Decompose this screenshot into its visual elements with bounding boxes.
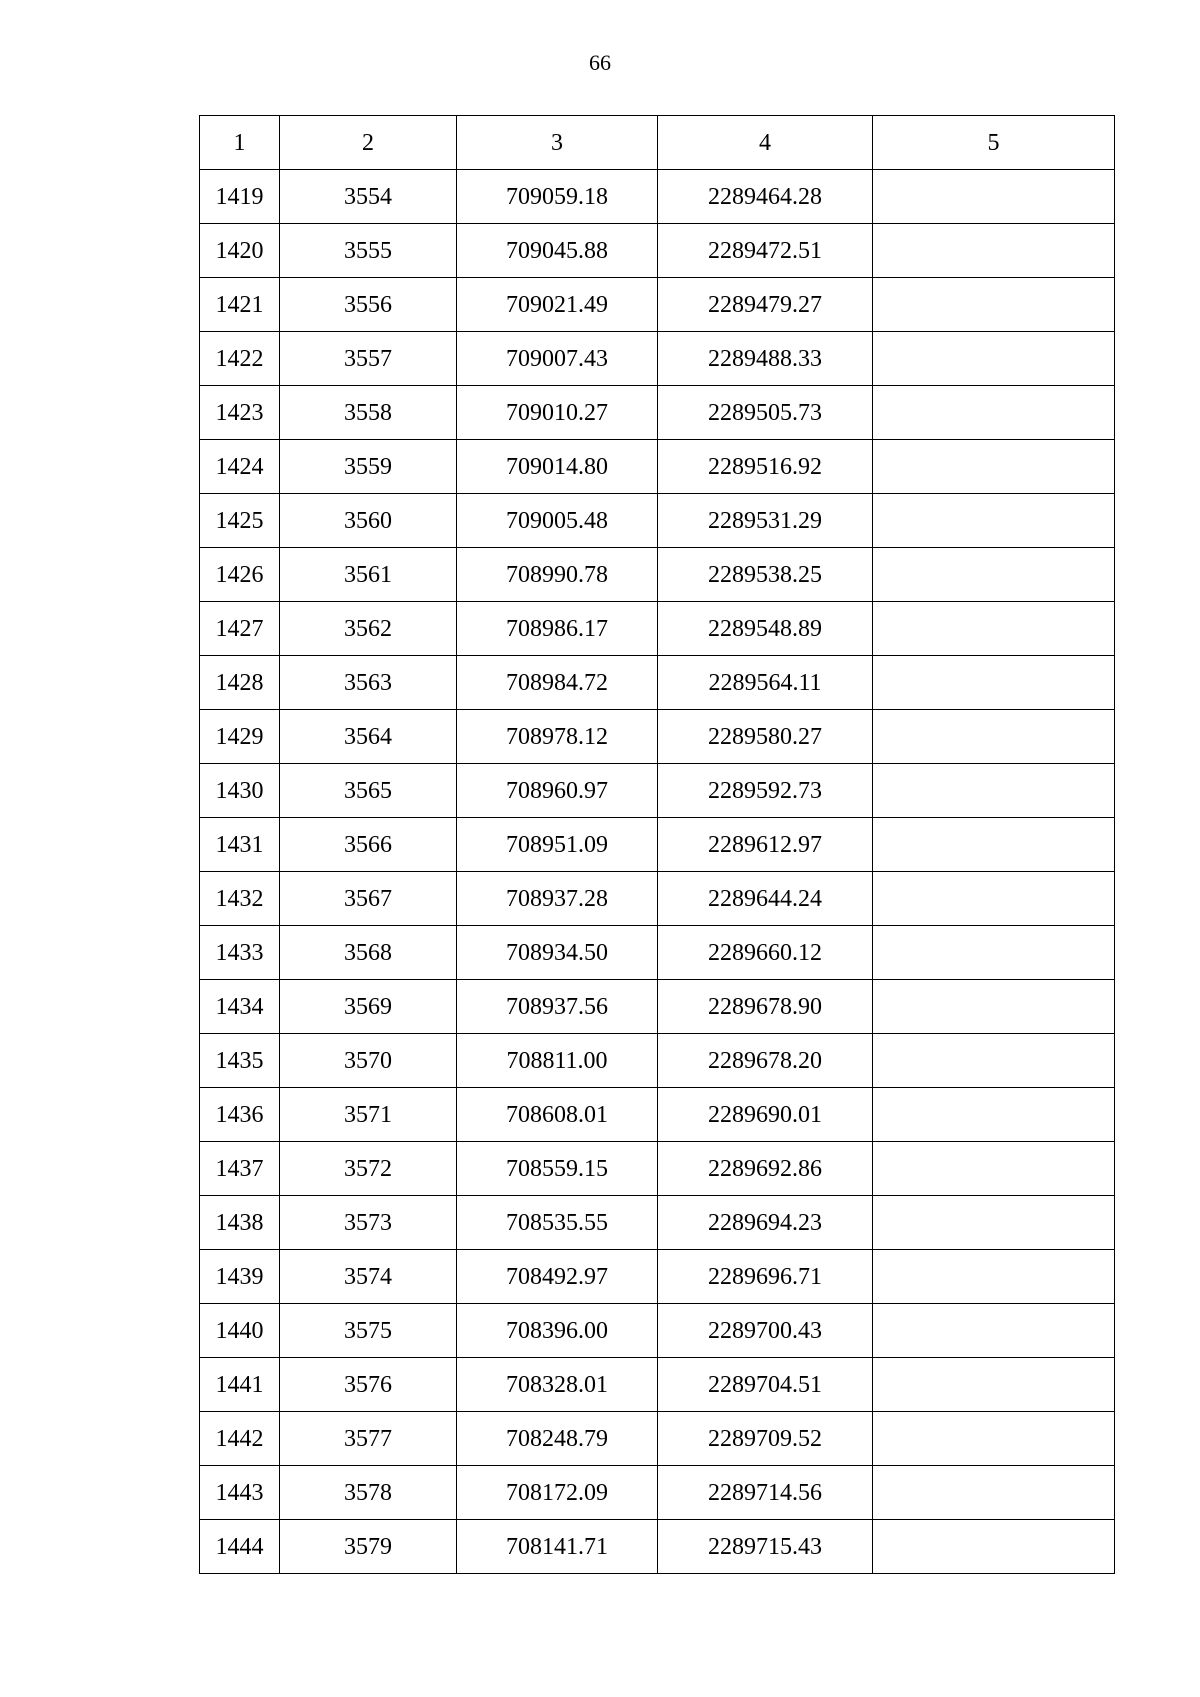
table-row — [200, 1520, 1115, 1574]
table-cell-col-5 — [873, 170, 1115, 224]
table-cell-col-2: 3572 — [280, 1142, 457, 1196]
table-row — [200, 980, 1115, 1034]
table-cell-col-1: 1420 — [200, 224, 280, 278]
table-cell-col-3: 708990.78 — [457, 548, 658, 602]
table-cell-col-2: 3569 — [280, 980, 457, 1034]
table-cell-col-1: 1439 — [200, 1250, 280, 1304]
column-header-3: 3 — [457, 116, 658, 170]
coordinates-table — [199, 115, 1115, 1574]
table-cell-col-2: 3561 — [280, 548, 457, 602]
table-row — [200, 440, 1115, 494]
table-cell-col-1: 1431 — [200, 818, 280, 872]
table-cell-col-2: 3575 — [280, 1304, 457, 1358]
table-cell-col-4: 2289700.43 — [658, 1304, 873, 1358]
table-cell-col-4: 2289709.52 — [658, 1412, 873, 1466]
table-cell-col-1: 1428 — [200, 656, 280, 710]
table-cell-col-4: 2289516.92 — [658, 440, 873, 494]
table-cell-col-4: 2289564.11 — [658, 656, 873, 710]
column-header-2: 2 — [280, 116, 457, 170]
table-cell-col-3: 709005.48 — [457, 494, 658, 548]
table-row — [200, 386, 1115, 440]
table-cell-col-3: 708396.00 — [457, 1304, 658, 1358]
page-number: 66 — [589, 50, 611, 75]
table-cell-col-3: 709007.43 — [457, 332, 658, 386]
table-cell-col-5 — [873, 656, 1115, 710]
table-cell-col-4: 2289580.27 — [658, 710, 873, 764]
table-cell-col-5 — [873, 1196, 1115, 1250]
table-row — [200, 1358, 1115, 1412]
table-row — [200, 1250, 1115, 1304]
table-cell-col-4: 2289464.28 — [658, 170, 873, 224]
table-cell-col-5 — [873, 548, 1115, 602]
table-cell-col-2: 3554 — [280, 170, 457, 224]
table-cell-col-1: 1438 — [200, 1196, 280, 1250]
column-header-1: 1 — [200, 116, 280, 170]
table-body — [200, 170, 1115, 1574]
table-cell-col-2: 3566 — [280, 818, 457, 872]
header-row — [200, 116, 1115, 170]
table-row — [200, 1088, 1115, 1142]
table-cell-col-2: 3562 — [280, 602, 457, 656]
table-cell-col-3: 708978.12 — [457, 710, 658, 764]
table-cell-col-4: 2289548.89 — [658, 602, 873, 656]
table-cell-col-5 — [873, 1088, 1115, 1142]
table-cell-col-2: 3558 — [280, 386, 457, 440]
table-cell-col-5 — [873, 602, 1115, 656]
table-cell-col-4: 2289531.29 — [658, 494, 873, 548]
table-cell-col-5 — [873, 332, 1115, 386]
table-cell-col-5 — [873, 1358, 1115, 1412]
column-header-5: 5 — [873, 116, 1115, 170]
table-cell-col-3: 709059.18 — [457, 170, 658, 224]
table-cell-col-4: 2289678.90 — [658, 980, 873, 1034]
table-cell-col-2: 3576 — [280, 1358, 457, 1412]
table-row — [200, 1196, 1115, 1250]
table-cell-col-1: 1444 — [200, 1520, 280, 1574]
table-cell-col-1: 1426 — [200, 548, 280, 602]
table-cell-col-3: 708141.71 — [457, 1520, 658, 1574]
table-cell-col-2: 3557 — [280, 332, 457, 386]
table-cell-col-4: 2289612.97 — [658, 818, 873, 872]
table-row — [200, 224, 1115, 278]
table-cell-col-3: 708535.55 — [457, 1196, 658, 1250]
table-row — [200, 656, 1115, 710]
table-cell-col-2: 3559 — [280, 440, 457, 494]
table-cell-col-2: 3556 — [280, 278, 457, 332]
table-cell-col-1: 1433 — [200, 926, 280, 980]
table-cell-col-2: 3573 — [280, 1196, 457, 1250]
table-cell-col-5 — [873, 1466, 1115, 1520]
table-cell-col-5 — [873, 764, 1115, 818]
table-cell-col-5 — [873, 1142, 1115, 1196]
table-cell-col-4: 2289704.51 — [658, 1358, 873, 1412]
table-cell-col-5 — [873, 224, 1115, 278]
table-cell-col-1: 1434 — [200, 980, 280, 1034]
table-cell-col-5 — [873, 1520, 1115, 1574]
table-cell-col-4: 2289644.24 — [658, 872, 873, 926]
table-row — [200, 818, 1115, 872]
table-cell-col-2: 3555 — [280, 224, 457, 278]
table-cell-col-4: 2289660.12 — [658, 926, 873, 980]
table-cell-col-5 — [873, 1412, 1115, 1466]
table-cell-col-3: 708937.56 — [457, 980, 658, 1034]
table-cell-col-1: 1443 — [200, 1466, 280, 1520]
table-cell-col-2: 3560 — [280, 494, 457, 548]
table-cell-col-4: 2289678.20 — [658, 1034, 873, 1088]
table-cell-col-2: 3563 — [280, 656, 457, 710]
table-cell-col-4: 2289694.23 — [658, 1196, 873, 1250]
table-cell-col-4: 2289479.27 — [658, 278, 873, 332]
table-cell-col-5 — [873, 872, 1115, 926]
table-cell-col-1: 1422 — [200, 332, 280, 386]
table-row — [200, 1304, 1115, 1358]
table-row — [200, 764, 1115, 818]
table-cell-col-3: 708937.28 — [457, 872, 658, 926]
table-cell-col-2: 3565 — [280, 764, 457, 818]
table-cell-col-4: 2289592.73 — [658, 764, 873, 818]
table-row — [200, 1466, 1115, 1520]
table-cell-col-1: 1425 — [200, 494, 280, 548]
table-cell-col-4: 2289690.01 — [658, 1088, 873, 1142]
table-cell-col-5 — [873, 1250, 1115, 1304]
table-row — [200, 602, 1115, 656]
table-row — [200, 332, 1115, 386]
table-cell-col-2: 3578 — [280, 1466, 457, 1520]
table-row — [200, 1142, 1115, 1196]
table-cell-col-5 — [873, 710, 1115, 764]
table-row — [200, 494, 1115, 548]
table-cell-col-1: 1432 — [200, 872, 280, 926]
table-cell-col-1: 1421 — [200, 278, 280, 332]
table-row — [200, 548, 1115, 602]
table-cell-col-3: 708559.15 — [457, 1142, 658, 1196]
table-cell-col-2: 3577 — [280, 1412, 457, 1466]
table-cell-col-3: 709010.27 — [457, 386, 658, 440]
table-row — [200, 710, 1115, 764]
table-row — [200, 872, 1115, 926]
table-row — [200, 278, 1115, 332]
table-cell-col-5 — [873, 1034, 1115, 1088]
table-cell-col-2: 3579 — [280, 1520, 457, 1574]
table-cell-col-5 — [873, 440, 1115, 494]
table-cell-col-5 — [873, 980, 1115, 1034]
table-cell-col-3: 708951.09 — [457, 818, 658, 872]
table-cell-col-3: 708984.72 — [457, 656, 658, 710]
table-row — [200, 170, 1115, 224]
table-cell-col-1: 1430 — [200, 764, 280, 818]
table-cell-col-4: 2289696.71 — [658, 1250, 873, 1304]
table-cell-col-3: 709045.88 — [457, 224, 658, 278]
table-cell-col-3: 708172.09 — [457, 1466, 658, 1520]
table-cell-col-3: 708811.00 — [457, 1034, 658, 1088]
table-cell-col-1: 1440 — [200, 1304, 280, 1358]
table-cell-col-4: 2289505.73 — [658, 386, 873, 440]
table-cell-col-3: 708608.01 — [457, 1088, 658, 1142]
table-cell-col-1: 1441 — [200, 1358, 280, 1412]
table-cell-col-1: 1419 — [200, 170, 280, 224]
table-cell-col-3: 708328.01 — [457, 1358, 658, 1412]
table-cell-col-5 — [873, 494, 1115, 548]
table-cell-col-1: 1435 — [200, 1034, 280, 1088]
table-row — [200, 926, 1115, 980]
table-cell-col-2: 3570 — [280, 1034, 457, 1088]
table-cell-col-3: 708934.50 — [457, 926, 658, 980]
table-cell-col-3: 708960.97 — [457, 764, 658, 818]
table-cell-col-1: 1423 — [200, 386, 280, 440]
table-cell-col-4: 2289714.56 — [658, 1466, 873, 1520]
table-cell-col-5 — [873, 386, 1115, 440]
table-cell-col-3: 708492.97 — [457, 1250, 658, 1304]
table-cell-col-4: 2289488.33 — [658, 332, 873, 386]
table-cell-col-1: 1436 — [200, 1088, 280, 1142]
table-cell-col-3: 709021.49 — [457, 278, 658, 332]
table-cell-col-1: 1429 — [200, 710, 280, 764]
table-cell-col-5 — [873, 278, 1115, 332]
column-header-4: 4 — [658, 116, 873, 170]
table-cell-col-4: 2289715.43 — [658, 1520, 873, 1574]
table-cell-col-3: 708986.17 — [457, 602, 658, 656]
table-cell-col-5 — [873, 818, 1115, 872]
table-cell-col-4: 2289472.51 — [658, 224, 873, 278]
table-row — [200, 1412, 1115, 1466]
table-cell-col-5 — [873, 1304, 1115, 1358]
table-cell-col-3: 708248.79 — [457, 1412, 658, 1466]
table-cell-col-2: 3564 — [280, 710, 457, 764]
table-cell-col-1: 1424 — [200, 440, 280, 494]
table-cell-col-3: 709014.80 — [457, 440, 658, 494]
table-cell-col-2: 3568 — [280, 926, 457, 980]
table-cell-col-1: 1442 — [200, 1412, 280, 1466]
table-cell-col-1: 1427 — [200, 602, 280, 656]
table-cell-col-5 — [873, 926, 1115, 980]
table-cell-col-4: 2289692.86 — [658, 1142, 873, 1196]
table-row — [200, 1034, 1115, 1088]
table-cell-col-2: 3567 — [280, 872, 457, 926]
table-cell-col-1: 1437 — [200, 1142, 280, 1196]
table-cell-col-2: 3571 — [280, 1088, 457, 1142]
table-cell-col-2: 3574 — [280, 1250, 457, 1304]
table-cell-col-4: 2289538.25 — [658, 548, 873, 602]
